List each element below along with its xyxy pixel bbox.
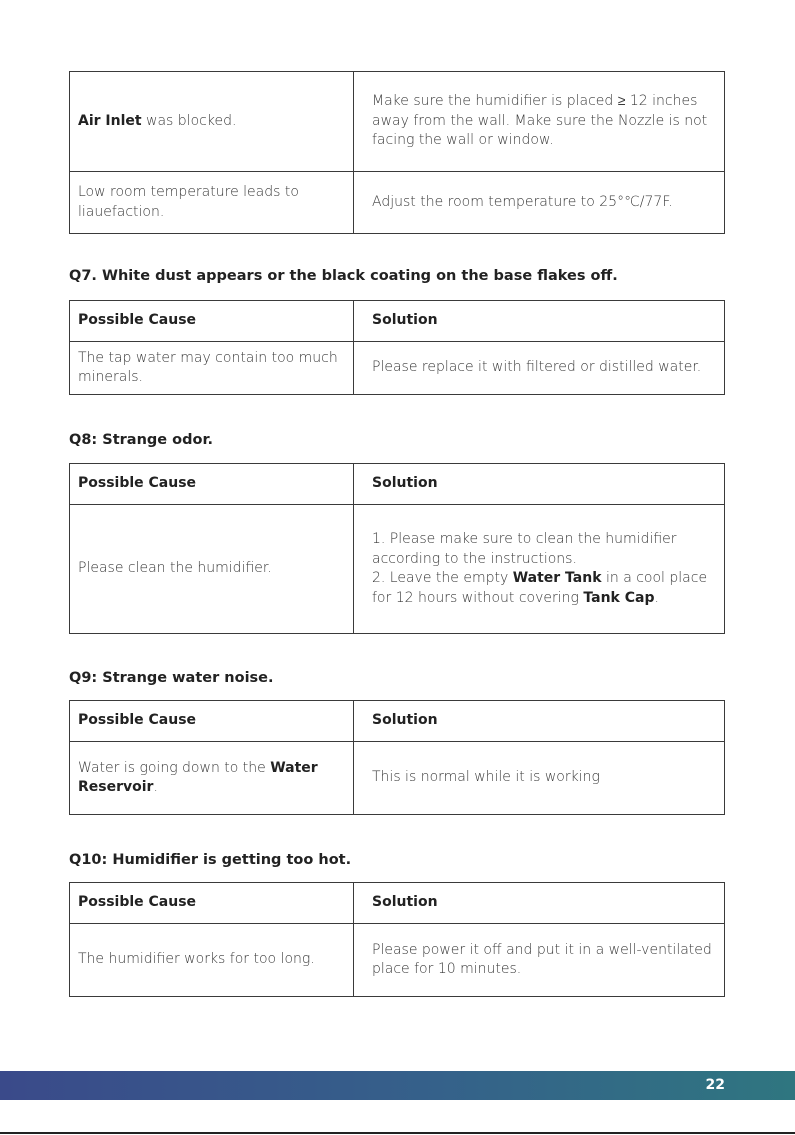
q8-title: Q8: Strange odor.	[69, 432, 214, 448]
header-possible-cause: Possible Cause	[70, 301, 354, 342]
solution-cell: Please replace it with filtered or distilled water.	[354, 342, 725, 395]
solution-line-1: 1. Please make sure to clean the humidifier according to the instructions.	[372, 531, 677, 567]
header-possible-cause: Possible Cause	[70, 883, 354, 924]
header-solution: Solution	[354, 301, 725, 342]
table-row	[70, 72, 725, 172]
q10-table	[69, 882, 725, 997]
water-reservoir-term: Water Reservoir	[78, 759, 318, 795]
page-number: 22	[705, 1077, 725, 1093]
header-possible-cause: Possible Cause	[70, 701, 354, 742]
solution-cell: This is normal while it is working	[354, 742, 725, 815]
solution-line-2-end: .	[654, 589, 659, 606]
q8-table	[69, 463, 725, 634]
cause-text: was blocked.	[141, 112, 237, 129]
water-tank-term: Water Tank	[512, 570, 602, 586]
q7-table	[69, 300, 725, 395]
solution-cell: Please power it off and put it in a well-ventilated place for 10 minutes.	[354, 924, 725, 997]
cause-end: .	[153, 779, 158, 795]
cause-cell: The tap water may contain too much minerals.	[70, 342, 354, 395]
cause-cell: The humidifier works for too long.	[70, 924, 354, 997]
header-solution: Solution	[354, 701, 725, 742]
header-possible-cause: Possible Cause	[70, 464, 354, 505]
bottom-rule	[0, 1132, 795, 1134]
header-solution: Solution	[354, 883, 725, 924]
solution-cell: Make sure the humidifier is placed ≥ 12 inches away from the wall. Make sure the Nozzle is not facing the wall or window.	[354, 72, 725, 172]
q7-title: Q7. White dust appears or the black coating on the base flakes off.	[69, 268, 618, 284]
cause-cell: Low room temperature leads to liauefaction.	[70, 172, 354, 234]
cause-bold: Air Inlet	[78, 112, 142, 129]
table-row	[70, 924, 725, 997]
tank-cap-term: Tank Cap	[583, 589, 655, 606]
table-row	[70, 172, 725, 234]
table-header-row	[70, 701, 725, 742]
cause-cell	[70, 742, 354, 815]
table-header-row	[70, 301, 725, 342]
table-row	[70, 742, 725, 815]
solution-cell	[354, 505, 725, 634]
q9-table	[69, 700, 725, 815]
table-row	[70, 505, 725, 634]
solution-cell: Adjust the room temperature to 25°℃/77F.	[354, 172, 725, 234]
table-row	[70, 342, 725, 395]
cause-text: Water is going down to the	[78, 759, 271, 776]
q9-title: Q9: Strange water noise.	[69, 670, 274, 686]
troubleshoot-table-continued	[69, 71, 725, 234]
q10-title: Q10: Humidifier is getting too hot.	[69, 852, 352, 868]
cause-cell	[70, 72, 354, 172]
solution-line-2-cont: in a cool place for 12 hours without covering	[372, 570, 708, 606]
table-header-row	[70, 883, 725, 924]
table-header-row	[70, 464, 725, 505]
footer-band	[0, 1071, 795, 1100]
header-solution: Solution	[354, 464, 725, 505]
cause-cell: Please clean the humidifier.	[70, 505, 354, 634]
solution-line-2: 2. Leave the empty	[372, 570, 513, 586]
